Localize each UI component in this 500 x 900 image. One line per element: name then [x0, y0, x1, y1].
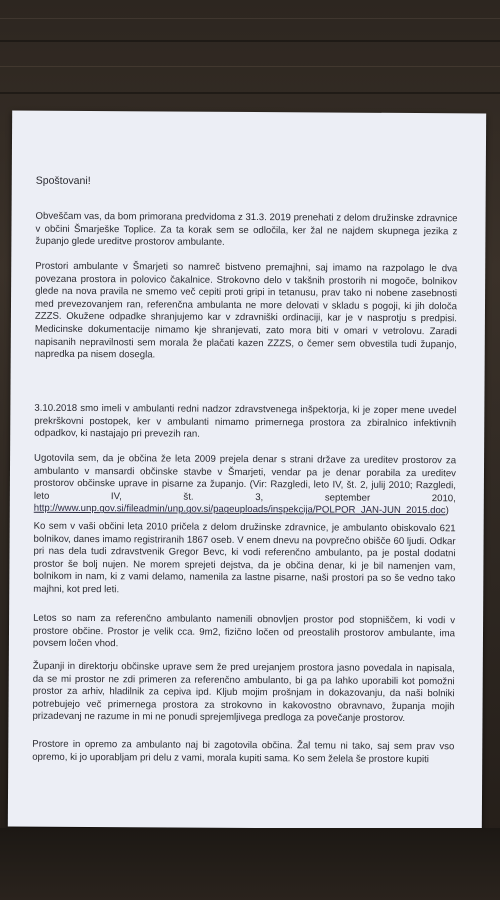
letter-page	[8, 111, 486, 830]
wood-grain	[0, 18, 500, 19]
paragraph-funds-close: )	[445, 505, 449, 517]
paragraph-mayor: Županji in direktorju občinske uprave sem že pred urejanjem prostora jasno povedala in napisala, da se mi prostor ne zdi primeren za referenčno ambulanto, bi ga pa lahko uporabili kot pomožni prostor za arhiv, hladilnik za cepiva ipd. Kljub mojim prošnjam in dokazovanju, da naši bolniki potrebujejo več primernega prostora za strokovno in kakovostno obravnavo, županja mojih prizadevanj ne razume in mi ne ponudi sprejemljivega predloga za povečanje prostorov.	[32, 660, 455, 725]
wood-grain	[0, 40, 500, 42]
paragraph-equipment: Prostore in opremo za ambulanto naj bi zagotovila občina. Žal temu ni tako, saj sem prav vso opremo, ki jo uporabljam pri delu z vami, morala kupiti sama. Ko sem želela še prostore kupiti	[32, 738, 455, 765]
wood-grain	[0, 92, 500, 94]
paragraph-inspection: 3.10.2018 smo imeli v ambulanti redni nadzor zdravstvenega inšpektorja, ki je zoper mene uvedel prekrškovni postopek, ker v ambulanti nimamo primernega prostora za zbiralnico infektivnih odpadkov, ki nastajajo pri prevezih ran.	[34, 402, 457, 440]
paragraph-intro: Obveščam vas, da bom primorana predvidoma z 31.3. 2019 prenehati z delom družinske zdravnice v občini Šmarješke Toplice. Za ta korak sem se odločila, ker žal ne najdem skupnega jezika z županjo glede ureditve prostorov ambulante.	[35, 210, 458, 249]
paragraph-patients: Ko sem v vaši občini leta 2010 pričela z delom družinske zdravnice, je ambulanto obiskovalo 621 bolnikov, danes imamo registriranih 1867 oseb. V enem dnevu na povprečno obišče 60 ljudi. Odkar pri nas dela tudi zdravstvenik Gregor Bevc, ki vodi referenčno ambulanto, pa je postal dodatni prostor še bolj nujen. Ne morem sprejeti dejstva, da je občina denar, ki je bil namenjen vam, bolnikom in nam, ki z vami delamo, namenila za lastne pisarne, naši prostori pa so še vedno tako majhni, kot pred leti.	[33, 520, 456, 596]
source-link[interactable]: http://www.unp.gov.si/fileadmin/unp.gov.si/pageuploads/inspekcija/POLPOR_JAN-JUN_2015.doc	[33, 503, 446, 517]
paragraph-funds-text: Ugotovila sem, da je občina že leta 2009 prejela denar s strani države za ureditev prostorov za ambulanto v mansardi občinske stavbe v Šmarjeti, vendar pa je denar porabila za ureditev prostorov občinske uprave in pisarne za županjo. (Vir: Razgledi, leto IV, št. 2, julij 2010; Razgledi, leto IV, št. 3, september 2010,	[33, 452, 457, 505]
table-surface	[0, 828, 500, 900]
paragraph-premises: Prostori ambulante v Šmarjeti so namreč bistveno premajhni, saj imamo na razpolago le dva povezana prostora in polovico čakalnice. Strokovno delo v takšnih prostorih ni mogoče, bolnikov glede na nova pravila ne smemo več cepiti proti gripi in tetanusu, prav tako ni nobene zasebnosti med prevezovanjem ran, referenčna ambulanta ne more delovati v skladu s pogoji, ki jih določa ZZZS. Okužene odpadke shranjujemo kar v zdravniški ordinaciji, kar je v nasprotju s predpisi. Medicinske dokumentacije nimamo kje shranjevati, zato mora biti v omari v vetrolovu. Zaradi napisanih nepravilnosti sem morala že plačati kazen ZZZS, o čemer sem obvestila tudi županjo, napredka pa nisem dosegla.	[34, 260, 458, 361]
wood-grain	[0, 66, 500, 67]
paragraph-reference-office: Letos so nam za referenčno ambulanto namenili obnovljen prostor pod stopniščem, ki vodi v prostore občine. Prostor je velik cca. 9m2, fizično ločen od preostalih prostorov ambulante, ima povsem ločen vhod.	[32, 612, 456, 650]
letter-greeting: Spoštovani!	[35, 174, 91, 188]
paragraph-funds	[34, 453, 456, 519]
